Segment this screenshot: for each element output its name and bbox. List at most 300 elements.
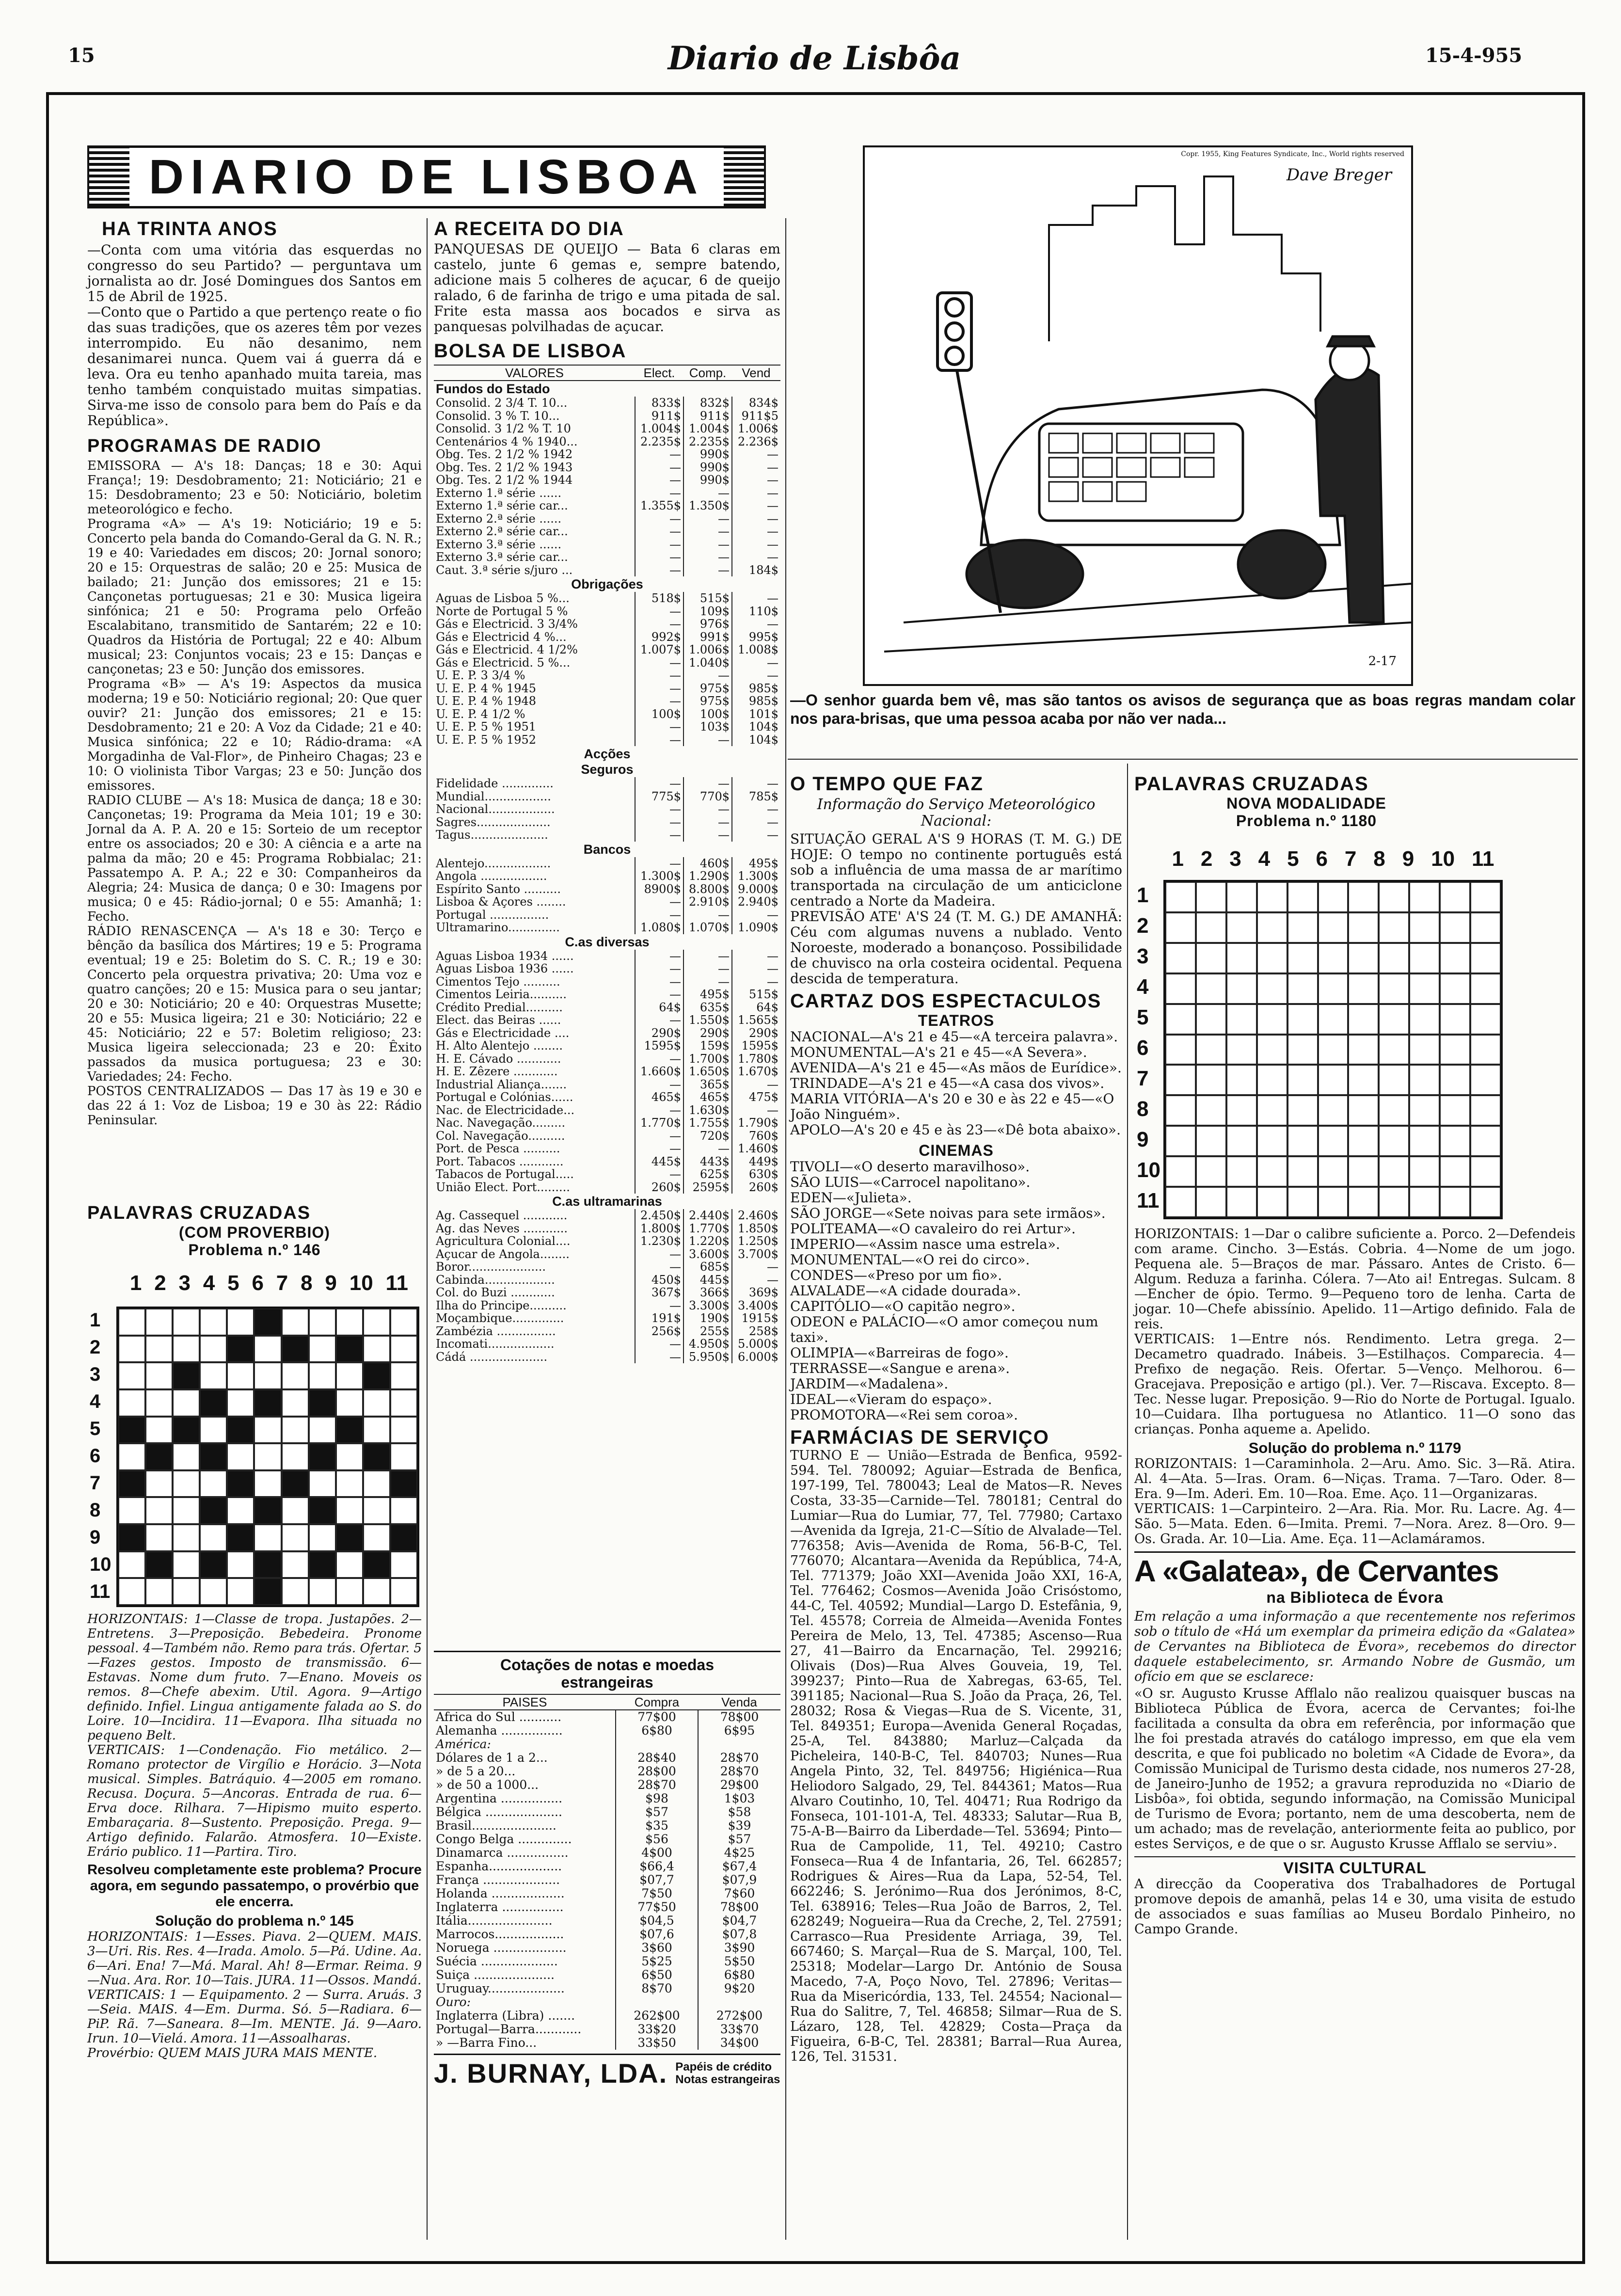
stock-price: 2.440$: [683, 1209, 732, 1222]
grid-cell: [363, 1336, 390, 1363]
grid-cell: [1379, 943, 1409, 973]
stock-name: Col. Navegação..........: [436, 1129, 565, 1142]
crossword-1180-col-numbers: [1163, 847, 1503, 871]
grid-row-number: 7: [1137, 1067, 1149, 1090]
stock-price: 159$: [683, 1039, 732, 1052]
stock-price: 495$: [683, 988, 732, 1001]
currency-rate: 33$50: [616, 2036, 698, 2050]
stock-price: 911$: [683, 410, 732, 423]
stock-name: H. E. Zêzere ............: [436, 1065, 558, 1078]
stock-price: 2.940$: [732, 895, 780, 909]
grid-cell: [145, 1362, 173, 1389]
stock-price: 1915$: [732, 1312, 780, 1325]
table-row: [434, 1738, 780, 1751]
grid-col-number: 5: [227, 1271, 239, 1295]
grid-cell: [254, 1336, 281, 1363]
grid-cell: [390, 1308, 417, 1336]
grid-cell: [336, 1524, 363, 1551]
stock-price: —: [635, 656, 683, 670]
stock-price: 985$: [732, 682, 780, 695]
thirty-years-title: HA TRINTA ANOS: [102, 218, 278, 239]
grid-cell: [1470, 1004, 1501, 1035]
stock-price: 443$: [683, 1155, 732, 1168]
galatea-subtitle: na Biblioteca de Évora: [1266, 1589, 1444, 1606]
table-row: [434, 1860, 780, 1873]
stock-name: Cabinda...................: [436, 1273, 555, 1286]
grid-cell: [1470, 1035, 1501, 1065]
grid-cell: [1287, 1095, 1318, 1126]
grid-cell: [173, 1470, 200, 1498]
grid-cell: [390, 1336, 417, 1363]
stock-price: 8900$: [635, 883, 683, 896]
grid-cell: [227, 1551, 254, 1578]
grid-cell: [1470, 1126, 1501, 1156]
table-row: [434, 1014, 780, 1027]
stock-price: —: [635, 1014, 683, 1027]
stock-name: Zambézia ................: [436, 1324, 556, 1338]
table-row: [434, 1286, 780, 1299]
stock-price: 1.355$: [635, 499, 683, 512]
stock-price: —: [732, 777, 780, 790]
table-row: [434, 643, 780, 656]
grid-cell: [227, 1524, 254, 1551]
currency-rate: $04,7: [698, 1914, 780, 1928]
column-rule: [785, 218, 786, 2240]
table-row: [434, 1312, 780, 1325]
stock-price: —: [635, 682, 683, 695]
newspaper-title: Diario de Lisbôa: [667, 39, 961, 77]
stock-price: 1.004$: [635, 422, 683, 435]
grid-cell: [282, 1417, 309, 1444]
table-row: [434, 777, 780, 790]
stock-price: 985$: [732, 695, 780, 708]
stock-price: 109$: [683, 605, 732, 618]
grid-cell: [118, 1497, 145, 1524]
grid-cell: [1196, 882, 1226, 912]
grid-cell: [173, 1551, 200, 1578]
cartoon-copyright: Copr. 1955, King Features Syndicate, Inc., World rights reserved: [1181, 150, 1404, 158]
grid-cell: [1470, 1187, 1501, 1217]
stock-price: —: [635, 1104, 683, 1117]
table-row: [434, 461, 780, 474]
grid-row-number: 7: [90, 1472, 101, 1494]
grid-cell: [1379, 1035, 1409, 1065]
table-row: [434, 720, 780, 733]
stock-name: Nac. Navegação.........: [436, 1116, 566, 1130]
stock-price: —: [732, 474, 780, 487]
grid-cell: [1287, 882, 1318, 912]
stock-price: —: [732, 592, 780, 605]
grid-cell: [390, 1443, 417, 1470]
grid-cell: [200, 1443, 227, 1470]
grid-col-number: 3: [178, 1271, 191, 1295]
stock-price: 5.000$: [732, 1338, 780, 1351]
stock-price: 2.235$: [683, 435, 732, 448]
stock-price: —: [635, 1260, 683, 1274]
currency-name: Noruega ...................: [436, 1941, 567, 1955]
grid-cell: [1165, 973, 1196, 1004]
stock-price: 1.460$: [732, 1142, 780, 1155]
table-row: [434, 790, 780, 803]
grid-col-number: 10: [1431, 847, 1455, 871]
grid-col-number: 11: [385, 1271, 409, 1295]
grid-cell: [1226, 1004, 1257, 1035]
grid-cell: [254, 1308, 281, 1336]
table-row: [434, 2036, 780, 2050]
grid-cell: [1379, 973, 1409, 1004]
currency-name: França ....................: [436, 1873, 560, 1887]
stock-price: 260$: [732, 1181, 780, 1194]
crossword-1180-row-numbers: [1137, 880, 1161, 1216]
stock-price: —: [635, 1078, 683, 1091]
stock-price: 1.755$: [683, 1116, 732, 1130]
thirty-years-body: —Conta com uma vitória das esquerdas no congresso do seu Partido? — perguntava um jornalista ao dr. José Domingues dos Santos em 15 de Abril de 1925. —Conto que o Partido a que pertenço reate o fio das suas tradições, que os azeres têm por vezes interrompido. Eu não desanimo, nem desanimarei nunca. Quem vai á guerra dá e leva. Ora eu tenho apanhado muita tareia, mas tenho também conquistado muitas simpatias. Sirva-me isso de consolo para bem do País e da República».: [87, 242, 422, 429]
table-row: [434, 499, 780, 512]
table-row: [434, 1130, 780, 1143]
grid-cell: [173, 1524, 200, 1551]
grid-cell: [1257, 973, 1287, 1004]
grid-cell: [363, 1551, 390, 1578]
grid-cell: [1226, 1187, 1257, 1217]
grid-cell: [1348, 1035, 1379, 1065]
grid-cell: [390, 1470, 417, 1498]
grid-cell: [309, 1389, 336, 1417]
grid-cell: [200, 1389, 227, 1417]
crossword-146-row-numbers: [90, 1307, 114, 1605]
grid-cell: [254, 1362, 281, 1389]
grid-cell: [1409, 1126, 1440, 1156]
grid-cell: [227, 1417, 254, 1444]
stock-price: —: [635, 962, 683, 975]
crossword-146: [87, 1202, 422, 1259]
column-right-center: [790, 773, 1122, 2064]
table-row: [434, 1941, 780, 1955]
grid-cell: [1287, 912, 1318, 943]
grid-cell: [1470, 943, 1501, 973]
table-row: [434, 1274, 780, 1287]
cotacoes-block: [434, 1651, 780, 2089]
column-middle: [434, 218, 780, 1363]
stock-price: 1.300$: [635, 870, 683, 883]
table-row: [434, 1155, 780, 1168]
stock-price: —: [635, 988, 683, 1001]
table-row: [434, 1052, 780, 1066]
grid-cell: [390, 1362, 417, 1389]
stock-price: —: [635, 474, 683, 487]
stock-price: 1595$: [732, 1039, 780, 1052]
column-right: [1134, 1227, 1575, 1937]
stock-price: —: [683, 950, 732, 963]
stock-price: —: [635, 1130, 683, 1143]
stock-price: 9.000$: [732, 883, 780, 896]
grid-col-number: 4: [203, 1271, 215, 1295]
grid-cell: [200, 1417, 227, 1444]
stock-price: 64$: [635, 1001, 683, 1014]
grid-cell: [282, 1578, 309, 1605]
grid-cell: [309, 1443, 336, 1470]
stock-price: 1.006$: [683, 643, 732, 656]
stock-price: —: [635, 1299, 683, 1312]
stock-name: Aguas de Lisboa 5 %...: [436, 592, 570, 605]
stock-price: —: [732, 803, 780, 816]
stock-name: Tagus.....................: [436, 829, 548, 842]
table-row: [434, 950, 780, 963]
stock-price: 6.000$: [732, 1351, 780, 1364]
grid-cell: [309, 1551, 336, 1578]
crossword-146-problem: Problema n.º 146: [188, 1241, 321, 1259]
stock-price: 290$: [635, 1027, 683, 1040]
stock-price: 2.235$: [635, 435, 683, 448]
table-row: [434, 816, 780, 829]
stock-price: 1.670$: [732, 1065, 780, 1078]
stock-price: —: [732, 448, 780, 461]
stock-price: —: [683, 803, 732, 816]
grid-row-number: 5: [1137, 1005, 1149, 1029]
weather-title: O TEMPO QUE FAZ: [790, 773, 984, 795]
cartoon-caption: —O senhor guarda bem vê, mas são tantos os avisos de segurança que as boas regras mandam colar nos para-brisas, que uma pessoa acaba por não ver nada...: [790, 691, 1575, 727]
stock-price: —: [635, 564, 683, 577]
table-row: [434, 988, 780, 1001]
crossword-146-col-numbers: [124, 1271, 414, 1295]
grid-cell: [1196, 943, 1226, 973]
stock-name: Externo 2.ª série ......: [436, 512, 562, 525]
currency-rate: [616, 1738, 698, 1751]
stock-price: —: [683, 669, 732, 682]
currency-rate: 33$70: [698, 2023, 780, 2036]
bolsa-section-header: Fundos do Estado: [436, 382, 550, 396]
currency-name: Espanha...................: [436, 1860, 562, 1873]
grid-col-number: 10: [349, 1271, 373, 1295]
grid-cell: [1318, 882, 1349, 912]
grid-cell: [1440, 1035, 1470, 1065]
grid-cell: [1257, 1126, 1287, 1156]
table-row: [434, 962, 780, 975]
burnay-name: J. BURNAY, LDA.: [434, 2058, 668, 2089]
table-row: [434, 1168, 780, 1181]
stock-price: 104$: [732, 720, 780, 733]
currency-rate: $04,5: [616, 1914, 698, 1928]
grid-row-number: 11: [90, 1581, 111, 1602]
grid-cell: [1165, 1095, 1196, 1126]
grid-row-number: 4: [90, 1391, 101, 1412]
grid-cell: [309, 1417, 336, 1444]
stock-price: —: [732, 669, 780, 682]
stock-price: 258$: [732, 1325, 780, 1338]
currency-rate: [616, 1995, 698, 2009]
cotacoes-header: Compra: [616, 1694, 698, 1710]
stock-name: U. E. P. 4 1/2 %: [436, 707, 525, 720]
table-row: [434, 682, 780, 695]
grid-cell: [1257, 1065, 1287, 1095]
stock-price: 104$: [732, 733, 780, 747]
table-row: [434, 1039, 780, 1052]
stock-price: —: [635, 669, 683, 682]
stock-name: U. E. P. 4 % 1948: [436, 695, 537, 708]
grid-row-number: 11: [1137, 1189, 1160, 1212]
recipe-title: A RECEITA DO DIA: [434, 218, 624, 239]
stock-price: 1.790$: [732, 1116, 780, 1130]
grid-cell: [363, 1308, 390, 1336]
stock-price: 445$: [635, 1155, 683, 1168]
grid-cell: [227, 1308, 254, 1336]
table-row: [434, 1995, 780, 2009]
grid-cell: [336, 1336, 363, 1363]
stock-price: 1.220$: [683, 1235, 732, 1248]
stock-price: —: [683, 829, 732, 842]
bolsa-section-header: Seguros: [581, 762, 634, 777]
grid-cell: [1287, 1065, 1318, 1095]
stock-name: U. E. P. 3 3/4 %: [436, 669, 525, 682]
table-row: [434, 474, 780, 487]
grid-cell: [145, 1417, 173, 1444]
grid-cell: [1257, 912, 1287, 943]
stock-price: —: [732, 656, 780, 670]
crossword-1180-subtitle: NOVA MODALIDADE: [1226, 795, 1386, 812]
grid-cell: [336, 1551, 363, 1578]
grid-col-number: 4: [1258, 847, 1271, 871]
currency-rate: 5$25: [616, 1955, 698, 1968]
stock-name: Gás e Electricidade ....: [436, 1026, 570, 1039]
grid-cell: [1318, 1004, 1349, 1035]
stock-price: —: [635, 816, 683, 829]
grid-cell: [309, 1470, 336, 1498]
grid-cell: [1165, 912, 1196, 943]
stock-price: 4.950$: [683, 1338, 732, 1351]
grid-cell: [1318, 1065, 1349, 1095]
stock-price: 1595$: [635, 1039, 683, 1052]
table-row: [434, 1778, 780, 1792]
grid-cell: [1409, 1156, 1440, 1187]
stock-price: —: [635, 1168, 683, 1181]
grid-cell: [1348, 1187, 1379, 1217]
recipe-body: PANQUESAS DE QUEIJO — Bata 6 claras em castelo, junte 6 gemas e, sempre batendo, adicione mais 5 colheres de açucar, 6 de queijo ralado, 6 de farinha de trigo e uma pitada de sal. Frite esta massa aos bocados e sirva as panquesas polvilhadas de açucar.: [434, 241, 780, 335]
grid-cell: [145, 1551, 173, 1578]
stock-name: Ultramarino..............: [436, 921, 560, 934]
table-row: [434, 1724, 780, 1738]
stock-price: 992$: [635, 631, 683, 644]
grid-col-number: 1: [129, 1271, 142, 1295]
table-row: [434, 1833, 780, 1846]
currency-rate: $67,4: [698, 1860, 780, 1873]
stock-price: 1.850$: [732, 1222, 780, 1235]
grid-cell: [254, 1524, 281, 1551]
bolsa-title: BOLSA DE LISBOA: [434, 340, 627, 362]
table-row: [434, 870, 780, 883]
grid-cell: [145, 1470, 173, 1498]
stock-name: Tabacos de Portugal.....: [436, 1168, 574, 1181]
table-row: [434, 592, 780, 605]
stock-name: Nac. de Electricidade...: [436, 1103, 575, 1116]
table-row: [434, 1091, 780, 1104]
stock-name: Moçambique..............: [436, 1312, 564, 1325]
grid-cell: [200, 1497, 227, 1524]
stock-price: —: [683, 525, 732, 538]
stock-price: —: [732, 962, 780, 975]
table-row: [434, 1065, 780, 1078]
stock-name: Incomati..................: [436, 1338, 555, 1351]
grid-col-number: 7: [276, 1271, 288, 1295]
grid-cell: [1379, 1126, 1409, 1156]
grid-cell: [1440, 882, 1470, 912]
stock-price: 1.004$: [683, 422, 732, 435]
table-row: [434, 551, 780, 564]
stock-price: 1.040$: [683, 656, 732, 670]
stock-name: Externo 1.ª série car...: [436, 499, 568, 512]
stock-price: 2.236$: [732, 435, 780, 448]
grid-cell: [1318, 943, 1349, 973]
grid-cell: [309, 1497, 336, 1524]
grid-cell: [336, 1497, 363, 1524]
grid-cell: [390, 1497, 417, 1524]
grid-cell: [1409, 912, 1440, 943]
currency-rate: $66,4: [616, 1860, 698, 1873]
grid-cell: [336, 1470, 363, 1498]
stock-price: 100$: [683, 708, 732, 721]
burnay-ad: [434, 2054, 780, 2089]
grid-cell: [1348, 1065, 1379, 1095]
table-row: [434, 618, 780, 631]
crossword-1180-clues: HORIZONTAIS: 1—Dar o calibre suficiente a. Porco. 2—Defendeis com arame. Cincho. 3—Estás. Cobria. 4—Nome de um jogo. Pequena ale. 5—Braços de mar. Pássaro. Antes de Cristo. 6—Algum. Reduza a farinha. Cólera. 7—Ato ai! Entregas. Sulcam. 8—Encher de ópio. Termo. 9—Pequeno toro de lenha. Carta de jogar. 10—Chefe abissínio. Apelido. 11—Artigo definido. Fala de reis. VERTICAIS: 1—Entre nós. Rendimento. Letra grega. 2—Decametro quadrado. Inábeis. 3—Estilhaços. Comparecia. 4—Prefixo de negação. Reis. Ofertar. 5—Venço. Melhorou. 6—Gracejava. Preposição e artigo (pl.). Ver. 7—Riscava. Excepto. 8—Tec. Nesse lugar. Preposição. 9—Rio do Norte de Portugal. Igualo. 10—Cuidara. Ilha portuguesa no Atlantico. 11—O sono das crianças. Ponha aqueme a. Apelido.: [1134, 1227, 1575, 1437]
grid-cell: [227, 1578, 254, 1605]
stock-price: —: [732, 1274, 780, 1287]
stock-price: 1.660$: [635, 1065, 683, 1078]
grid-cell: [1348, 1126, 1379, 1156]
currency-rate: $58: [698, 1805, 780, 1819]
stock-price: —: [732, 618, 780, 631]
currency-rate: 28$40: [616, 1751, 698, 1765]
grid-cell: [1348, 882, 1379, 912]
stock-price: —: [732, 829, 780, 842]
grid-cell: [1196, 1065, 1226, 1095]
stock-name: H. Alto Alentejo ........: [436, 1039, 563, 1052]
grid-cell: [363, 1470, 390, 1498]
stock-name: Ag. das Neves ............: [436, 1222, 568, 1235]
crossword-1180-grid: [1163, 880, 1503, 1219]
currency-rate: 262$00: [616, 2009, 698, 2023]
table-row: [434, 656, 780, 670]
cinemas-list: TIVOLI—«O deserto maravilhoso». SÃO LUIS—«Carrocel napolitano». EDEN—«Julieta». SÃO JORGE—«Sete noivas para sete irmãos». POLITEAMA—«O cavaleiro do rei Artur». IMPERIO—«Assim nasce uma estrela». MONUMENTAL—«O rei do circo». CONDES—«Preso por um fio». ALVALADE—«A cidade dourada». CAPITÓLIO—«O capitão negro». ODEON e PALÁCIO—«O amor começou num taxi». OLIMPIA—«Barreiras de fogo». TERRASSE—«Sangue e arena». JARDIM—«Madalena». IDEAL—«Vieram do espaço». PROMOTORA—«Rei sem coroa».: [790, 1159, 1106, 1423]
table-row: [434, 1299, 780, 1312]
grid-cell: [1348, 943, 1379, 973]
grid-cell: [363, 1578, 390, 1605]
grid-cell: [1440, 912, 1470, 943]
stock-price: 785$: [732, 790, 780, 803]
grid-cell: [1287, 943, 1318, 973]
table-row: [434, 883, 780, 896]
grid-cell: [336, 1308, 363, 1336]
currency-rate: 4$00: [616, 1846, 698, 1860]
section-rule: [788, 759, 1578, 760]
currency-rate: 78$00: [698, 1900, 780, 1914]
grid-cell: [145, 1497, 173, 1524]
grid-col-number: 1: [1172, 847, 1184, 871]
bolsa-section-header: Acções: [584, 747, 631, 761]
grid-cell: [1470, 882, 1501, 912]
column-left: [87, 218, 422, 1128]
grid-cell: [1409, 1187, 1440, 1217]
stock-price: 445$: [683, 1274, 732, 1287]
grid-cell: [173, 1389, 200, 1417]
grid-cell: [118, 1578, 145, 1605]
grid-cell: [227, 1443, 254, 1470]
stock-price: 2.460$: [732, 1209, 780, 1222]
bolsa-section-header: C.as diversas: [565, 934, 650, 949]
cinemas-title: CINEMAS: [919, 1142, 994, 1159]
grid-cell: [1257, 1187, 1287, 1217]
grid-cell: [173, 1443, 200, 1470]
table-row: [434, 525, 780, 538]
stock-price: 2.450$: [635, 1209, 683, 1222]
